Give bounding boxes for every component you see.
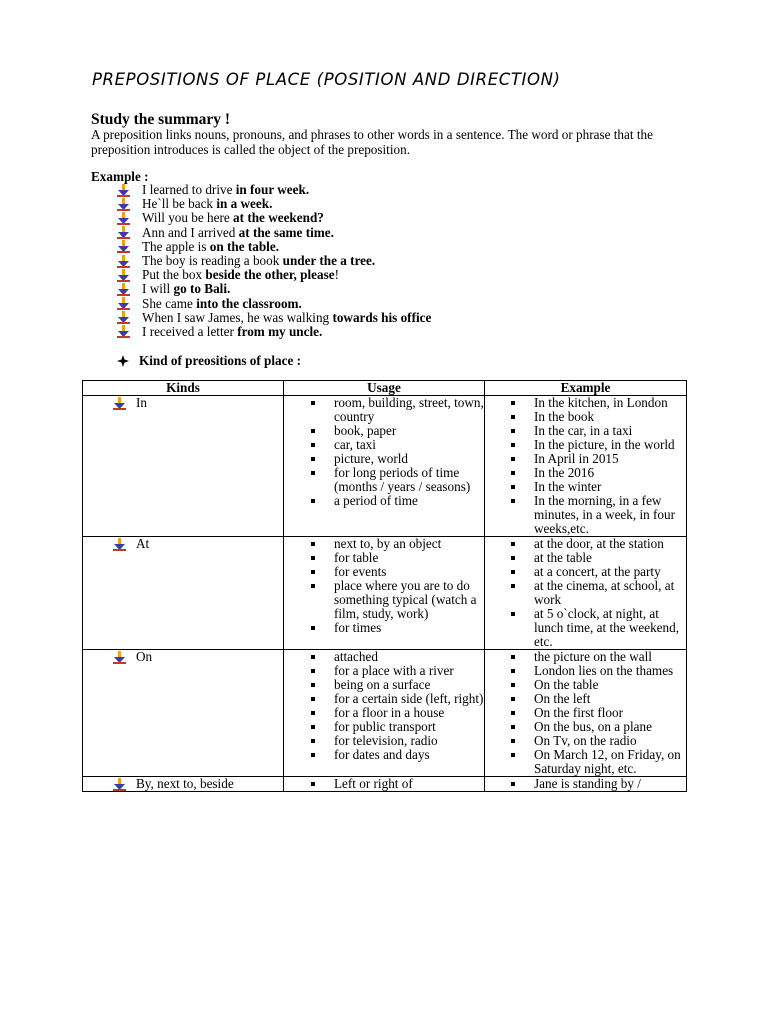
square-bullet-icon xyxy=(511,739,515,743)
example-list xyxy=(117,183,431,339)
example-text: In the kitchen, in London xyxy=(534,395,668,410)
kind-cell xyxy=(83,396,284,537)
example-bold: into the classroom. xyxy=(196,295,302,311)
arrow-bullet-icon xyxy=(113,397,126,410)
usage-list xyxy=(284,396,484,508)
example-text: In the 2016 xyxy=(534,465,595,480)
usage-text: for a place with a river xyxy=(334,663,454,678)
square-bullet-icon xyxy=(511,401,515,405)
table-row xyxy=(83,537,687,650)
example-text xyxy=(142,197,272,211)
example-item xyxy=(485,466,686,480)
usage-item xyxy=(284,396,484,424)
usage-text: being on a surface xyxy=(334,677,431,692)
example-item xyxy=(485,551,686,565)
example-cell xyxy=(485,650,687,777)
usage-text: next to, by an object xyxy=(334,536,442,551)
usage-text: book, paper xyxy=(334,423,397,438)
usage-item xyxy=(284,777,484,791)
example-plain: I learned to drive xyxy=(142,182,236,197)
square-bullet-icon xyxy=(311,683,315,687)
example-item xyxy=(117,240,431,254)
example-tail: ! xyxy=(334,267,339,283)
square-bullet-icon xyxy=(511,471,515,475)
example-text: at a concert, at the party xyxy=(534,564,661,579)
example-plain: The apple is xyxy=(142,238,210,254)
kind-label: On xyxy=(136,649,153,664)
example-text xyxy=(142,211,324,225)
square-bullet-icon xyxy=(311,584,315,588)
usage-item xyxy=(284,579,484,621)
header-example: Example xyxy=(485,381,687,396)
example-item xyxy=(117,297,431,311)
example-text xyxy=(142,282,230,296)
arrow-bullet-icon xyxy=(117,325,130,338)
example-item xyxy=(117,197,431,211)
example-item xyxy=(485,438,686,452)
example-item xyxy=(117,211,431,225)
arrow-bullet-icon xyxy=(113,538,126,551)
example-bold: in four week. xyxy=(235,182,310,197)
usage-item xyxy=(284,748,484,762)
kind-cell xyxy=(83,650,284,777)
example-text: London lies on the thames xyxy=(534,663,674,678)
kind-heading xyxy=(117,353,301,369)
example-item xyxy=(485,565,686,579)
example-cell xyxy=(485,777,687,792)
example-text: On Tv, on the radio xyxy=(534,733,637,748)
square-bullet-icon xyxy=(311,457,315,461)
example-text: at the door, at the station xyxy=(534,536,664,551)
example-text xyxy=(142,226,334,240)
example-item xyxy=(485,678,686,692)
usage-item xyxy=(284,664,484,678)
usage-text: attached xyxy=(334,649,378,664)
example-plain: When I saw James, he was walking xyxy=(142,309,333,325)
square-bullet-icon xyxy=(311,739,315,743)
example-text xyxy=(142,183,309,197)
example-item xyxy=(117,282,431,296)
header-kinds: Kinds xyxy=(83,381,284,396)
square-bullet-icon xyxy=(511,485,515,489)
square-bullet-icon xyxy=(311,471,315,475)
arrow-bullet-icon xyxy=(117,226,130,239)
square-bullet-icon xyxy=(311,429,315,433)
table-header-row xyxy=(83,381,687,396)
example-text: the picture on the wall xyxy=(534,649,652,664)
usage-text: Left or right of xyxy=(334,776,413,791)
square-bullet-icon xyxy=(311,542,315,546)
example-plain: Ann and I arrived xyxy=(142,224,239,240)
example-text: at the cinema, at school, at work xyxy=(534,578,675,607)
usage-list xyxy=(284,650,484,762)
example-text: at 5 o`clock, at night, at lunch time, at the weekend, etc. xyxy=(534,606,680,649)
arrow-bullet-icon xyxy=(117,311,130,324)
usage-item xyxy=(284,537,484,551)
kind-cell xyxy=(83,777,284,792)
arrow-bullet-icon xyxy=(117,198,130,211)
usage-text: for television, radio xyxy=(334,733,438,748)
example-bold: beside the other, please xyxy=(205,267,335,283)
usage-item xyxy=(284,424,484,438)
example-bold: on the table. xyxy=(209,238,279,254)
usage-text: for times xyxy=(334,620,382,635)
example-text: On the table xyxy=(534,677,599,692)
example-list xyxy=(485,537,686,649)
usage-text: for public transport xyxy=(334,719,436,734)
example-plain: He`ll be back xyxy=(142,196,217,212)
example-item xyxy=(117,226,431,240)
example-item xyxy=(485,777,686,791)
usage-text: place where you are to do something typical (watch a film, study, work) xyxy=(334,578,477,621)
example-bold: from my uncle. xyxy=(237,323,323,339)
square-bullet-icon xyxy=(511,443,515,447)
diamond-bullet-icon xyxy=(117,355,129,367)
usage-list xyxy=(284,537,484,635)
square-bullet-icon xyxy=(511,697,515,701)
intro-paragraph: A preposition links nouns, pronouns, and phrases to other words in a sentence. The word or phrase that the preposition introduces is called the object of the preposition. xyxy=(91,127,653,157)
usage-text: for a certain side (left, right) xyxy=(334,691,484,706)
square-bullet-icon xyxy=(311,782,315,786)
square-bullet-icon xyxy=(311,401,315,405)
square-bullet-icon xyxy=(311,499,315,503)
example-item xyxy=(485,734,686,748)
page-title: PREPOSITIONS OF PLACE (POSITION AND DIRECTION) xyxy=(92,70,561,89)
arrow-bullet-icon xyxy=(117,297,130,310)
example-text: On the first floor xyxy=(534,705,623,720)
usage-cell xyxy=(284,537,485,650)
example-item xyxy=(485,706,686,720)
example-text: In April in 2015 xyxy=(534,451,619,466)
example-item xyxy=(485,424,686,438)
usage-text: for table xyxy=(334,550,379,565)
example-text: On the left xyxy=(534,691,591,706)
header-usage: Usage xyxy=(284,381,485,396)
square-bullet-icon xyxy=(311,725,315,729)
example-item xyxy=(485,537,686,551)
square-bullet-icon xyxy=(311,443,315,447)
square-bullet-icon xyxy=(311,669,315,673)
study-heading: Study the summary ! xyxy=(91,111,231,128)
example-list xyxy=(485,777,686,791)
square-bullet-icon xyxy=(511,655,515,659)
kind-label: By, next to, beside xyxy=(136,776,234,791)
usage-item xyxy=(284,494,484,508)
usage-text: for long periods of time (months / years / seasons) xyxy=(334,465,471,494)
example-text: On the bus, on a plane xyxy=(534,719,652,734)
square-bullet-icon xyxy=(311,626,315,630)
square-bullet-icon xyxy=(511,457,515,461)
example-item xyxy=(117,311,431,325)
arrow-bullet-icon xyxy=(117,269,130,282)
usage-text: a period of time xyxy=(334,493,418,508)
example-item xyxy=(117,325,431,339)
usage-item xyxy=(284,650,484,664)
usage-item xyxy=(284,452,484,466)
example-cell xyxy=(485,537,687,650)
example-label: Example : xyxy=(91,169,149,184)
table-row xyxy=(83,396,687,537)
example-bold: at the weekend? xyxy=(233,210,324,226)
example-item xyxy=(485,396,686,410)
square-bullet-icon xyxy=(311,556,315,560)
example-text: In the morning, in a few minutes, in a week, in four weeks,etc. xyxy=(534,493,675,536)
kind-cell xyxy=(83,537,284,650)
example-list xyxy=(485,396,686,536)
example-text: Jane is standing by / xyxy=(534,776,641,791)
example-item xyxy=(485,692,686,706)
square-bullet-icon xyxy=(311,655,315,659)
example-text: On March 12, on Friday, on Saturday night, etc. xyxy=(534,747,681,776)
example-bold: in a week. xyxy=(216,196,273,212)
usage-text: for dates and days xyxy=(334,747,430,762)
example-text xyxy=(142,325,322,339)
square-bullet-icon xyxy=(511,612,515,616)
usage-item xyxy=(284,720,484,734)
kind-heading-text: Kind of preositions of place : xyxy=(139,353,302,368)
usage-item xyxy=(284,551,484,565)
usage-cell xyxy=(284,396,485,537)
example-text xyxy=(142,311,431,325)
example-plain: Will you be here xyxy=(142,210,234,226)
usage-text: for events xyxy=(334,564,387,579)
example-text: at the table xyxy=(534,550,592,565)
arrow-bullet-icon xyxy=(117,184,130,197)
arrow-bullet-icon xyxy=(113,651,126,664)
square-bullet-icon xyxy=(511,542,515,546)
example-item xyxy=(485,452,686,466)
usage-text: for a floor in a house xyxy=(334,705,445,720)
example-cell xyxy=(485,396,687,537)
square-bullet-icon xyxy=(511,725,515,729)
square-bullet-icon xyxy=(511,782,515,786)
usage-item xyxy=(284,678,484,692)
square-bullet-icon xyxy=(311,753,315,757)
example-plain: She came xyxy=(142,295,197,311)
usage-text: picture, world xyxy=(334,451,408,466)
example-bold: go to Bali. xyxy=(173,281,231,297)
usage-text: car, taxi xyxy=(334,437,376,452)
square-bullet-icon xyxy=(511,556,515,560)
example-text xyxy=(142,297,302,311)
square-bullet-icon xyxy=(511,753,515,757)
example-plain: I will xyxy=(142,281,174,297)
arrow-bullet-icon xyxy=(117,240,130,253)
example-plain: The boy is reading a book xyxy=(142,252,283,268)
arrow-bullet-icon xyxy=(117,283,130,296)
square-bullet-icon xyxy=(511,711,515,715)
arrow-bullet-icon xyxy=(117,212,130,225)
usage-cell xyxy=(284,650,485,777)
example-item xyxy=(485,579,686,607)
usage-item xyxy=(284,692,484,706)
example-item xyxy=(485,720,686,734)
example-text xyxy=(142,254,375,268)
square-bullet-icon xyxy=(511,415,515,419)
example-item xyxy=(485,480,686,494)
square-bullet-icon xyxy=(511,584,515,588)
square-bullet-icon xyxy=(311,697,315,701)
example-plain: I received a letter xyxy=(142,323,238,339)
kind-label: At xyxy=(136,536,150,551)
usage-item xyxy=(284,466,484,494)
table-row xyxy=(83,777,687,792)
arrow-bullet-icon xyxy=(117,255,130,268)
example-text: In the winter xyxy=(534,479,602,494)
example-item xyxy=(117,268,431,282)
example-item xyxy=(485,494,686,536)
square-bullet-icon xyxy=(511,429,515,433)
usage-item xyxy=(284,565,484,579)
example-bold: at the same time. xyxy=(238,224,334,240)
example-text: In the picture, in the world xyxy=(534,437,675,452)
example-item xyxy=(485,650,686,664)
example-text xyxy=(142,268,339,282)
example-item xyxy=(117,183,431,197)
prepositions-table xyxy=(82,380,687,792)
square-bullet-icon xyxy=(311,711,315,715)
example-text xyxy=(142,240,279,254)
usage-cell xyxy=(284,777,485,792)
example-bold: towards his office xyxy=(332,309,432,325)
square-bullet-icon xyxy=(311,570,315,574)
square-bullet-icon xyxy=(511,669,515,673)
square-bullet-icon xyxy=(511,570,515,574)
arrow-bullet-icon xyxy=(113,778,126,791)
example-bold: under the a tree. xyxy=(282,252,376,268)
example-item xyxy=(485,410,686,424)
square-bullet-icon xyxy=(511,683,515,687)
usage-list xyxy=(284,777,484,791)
example-text: In the car, in a taxi xyxy=(534,423,633,438)
example-item xyxy=(485,607,686,649)
kind-label: In xyxy=(136,395,147,410)
example-text: In the book xyxy=(534,409,595,424)
example-list xyxy=(485,650,686,776)
example-plain: Put the box xyxy=(142,267,206,283)
square-bullet-icon xyxy=(511,499,515,503)
usage-item xyxy=(284,438,484,452)
example-item xyxy=(485,664,686,678)
example-item xyxy=(485,748,686,776)
usage-text: room, building, street, town, country xyxy=(334,395,484,424)
table-row xyxy=(83,650,687,777)
usage-item xyxy=(284,706,484,720)
example-item xyxy=(117,254,431,268)
usage-item xyxy=(284,621,484,635)
usage-item xyxy=(284,734,484,748)
